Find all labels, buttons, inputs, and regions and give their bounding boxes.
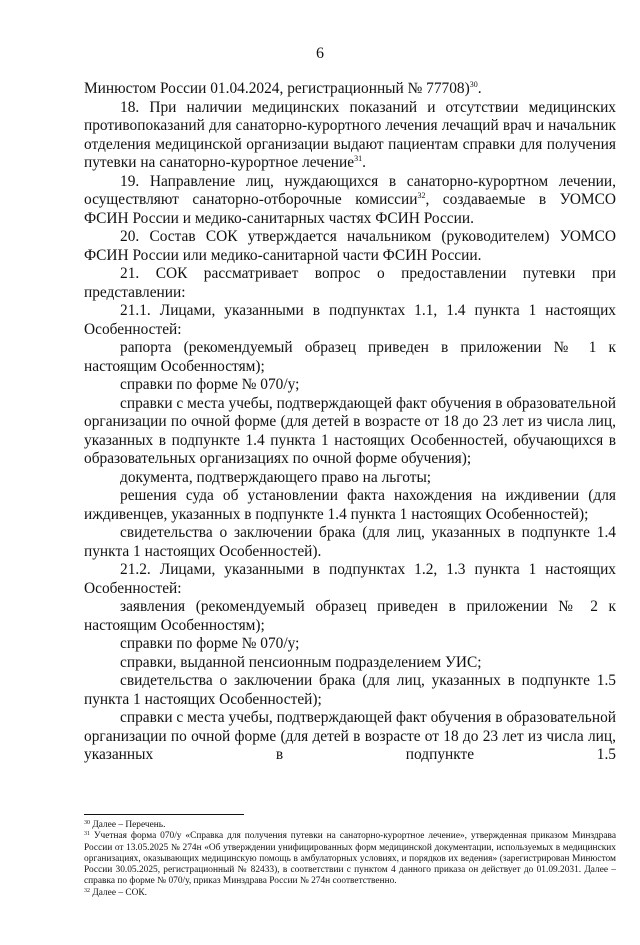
paragraph [84, 672, 616, 709]
paragraph [84, 376, 616, 395]
paragraph [84, 635, 616, 654]
paragraph [84, 173, 616, 229]
paragraph-text: 20. Состав СОК утверждается начальником (руководителем) УОМСО ФСИН России или медико-санитарной части ФСИН России. [84, 228, 616, 264]
paragraph [84, 228, 616, 265]
footnotes [84, 820, 616, 899]
paragraph-text: 18. При наличии медицинских показаний и отсутствии медицинских противопоказаний для санаторно-курортного лечения лечащий врач и начальник отделения медицинской организации выдают пациентам справки для получения путевки на санаторно-курортное лечение [84, 98, 616, 171]
footnote-text: Далее – СОК. [90, 887, 147, 898]
paragraph-text: заявления (рекомендуемый образец приведен в приложении № 2 к настоящим Особенностям); [84, 598, 616, 634]
paragraph-text: справки, выданной пенсионным подразделением УИС; [120, 653, 482, 671]
paragraph-text: 21.1. Лицами, указанными в подпунктах 1.1, 1.4 пункта 1 настоящих Особенностей: [84, 302, 616, 338]
footnote-text: Учетная форма 070/у «Справка для получения путевки на санаторно-курортное лечение», утвержденная приказом Минздрава России от 13.05.2025 № 274н «Об утверждении унифицированных форм медицинской документации, используемых в медицинских организациях, оказывающих медицинскую помощь в амбулаторных условиях, и порядков их ведения» (зарегистрирован Минюстом России 30.05.2025, регистрационный № 82433), в соответствии с пунктом 4 данного приказа он действует до 01.09.2031. Далее – справка по форме № 070/у, приказ Минздрава России № 274н соответственно. [84, 831, 616, 887]
footnote-reference: 31 [354, 154, 363, 163]
footnote-divider [84, 814, 244, 815]
paragraph-text: рапорта (рекомендуемый образец приведен в приложении № 1 к настоящим Особенностям); [84, 339, 616, 375]
paragraph-text: 21.2. Лицами, указанными в подпунктах 1.2, 1.3 пункта 1 настоящих Особенностей: [84, 561, 616, 597]
paragraph-text: справки с места учебы, подтверждающей факт обучения в образовательной организации по очной форме (для детей в возрасте от 18 до 23 лет из числа лиц, указанных в подпункте 1.4 пункта 1 настоящих Особенностей, обучающихся в образовательных организациях по очной форме обучения); [84, 394, 616, 467]
paragraph-text: справки по форме № 070/у; [120, 635, 300, 652]
footnote [84, 831, 616, 887]
footnote-reference: 32 [417, 191, 426, 200]
paragraph-text: 21. СОК рассматривает вопрос о предоставлении путевки при представлении: [84, 265, 616, 301]
paragraph-text-tail: . [477, 80, 482, 97]
footnote-reference: 30 [469, 80, 478, 89]
footnote-text: Далее – Перечень. [90, 820, 166, 830]
paragraph [84, 487, 616, 524]
paragraph [84, 524, 616, 561]
paragraph-text-tail: . [362, 154, 366, 171]
paragraph [84, 302, 616, 339]
paragraph [84, 99, 616, 173]
paragraph-text: справки по форме № 070/у; [120, 376, 300, 393]
footnote [84, 820, 616, 831]
paragraph-text: свидетельства о заключении брака (для лиц, указанных в подпункте 1.5 пункта 1 настоящих Особенностей); [84, 672, 616, 708]
paragraph-text: документа, подтверждающего право на льготы; [120, 468, 432, 486]
footnote-number: 30 [84, 820, 90, 826]
paragraph [84, 709, 616, 765]
footnote-number: 32 [84, 887, 90, 894]
paragraph-text: справки с места учебы, подтверждающей факт обучения в образовательной организации по очной форме (для детей в возрасте от 18 до 23 лет из числа лиц, указанных в подпункте 1.5 [84, 709, 616, 763]
footnote-number: 31 [84, 831, 90, 838]
paragraph [84, 339, 616, 376]
paragraph-text: Минюстом России 01.04.2024, регистрационный № 77708) [84, 80, 470, 97]
paragraph [84, 469, 616, 488]
paragraph-text: свидетельства о заключении брака (для лиц, указанных в подпункте 1.4 пункта 1 настоящих Особенностей). [84, 524, 616, 560]
paragraph [84, 395, 616, 469]
paragraph [84, 80, 616, 99]
paragraph-text: решения суда об установлении факта нахождения на иждивении (для иждивенцев, указанных в подпункте 1.4 пункта 1 настоящих Особенностей); [84, 487, 616, 523]
footnote [84, 888, 616, 899]
paragraph [84, 265, 616, 302]
paragraph-text: 19. Направление лиц, нуждающихся в санаторно-курортном лечении, осуществляют санаторно-отборочные комиссии [84, 172, 616, 208]
document-body [84, 80, 616, 765]
paragraph-text-tail: , создаваемые в УОМСО ФСИН России и медико-санитарных частях ФСИН России. [84, 191, 616, 227]
paragraph [84, 561, 616, 598]
paragraph [84, 654, 616, 673]
paragraph [84, 598, 616, 635]
page-number: 6 [316, 45, 324, 62]
